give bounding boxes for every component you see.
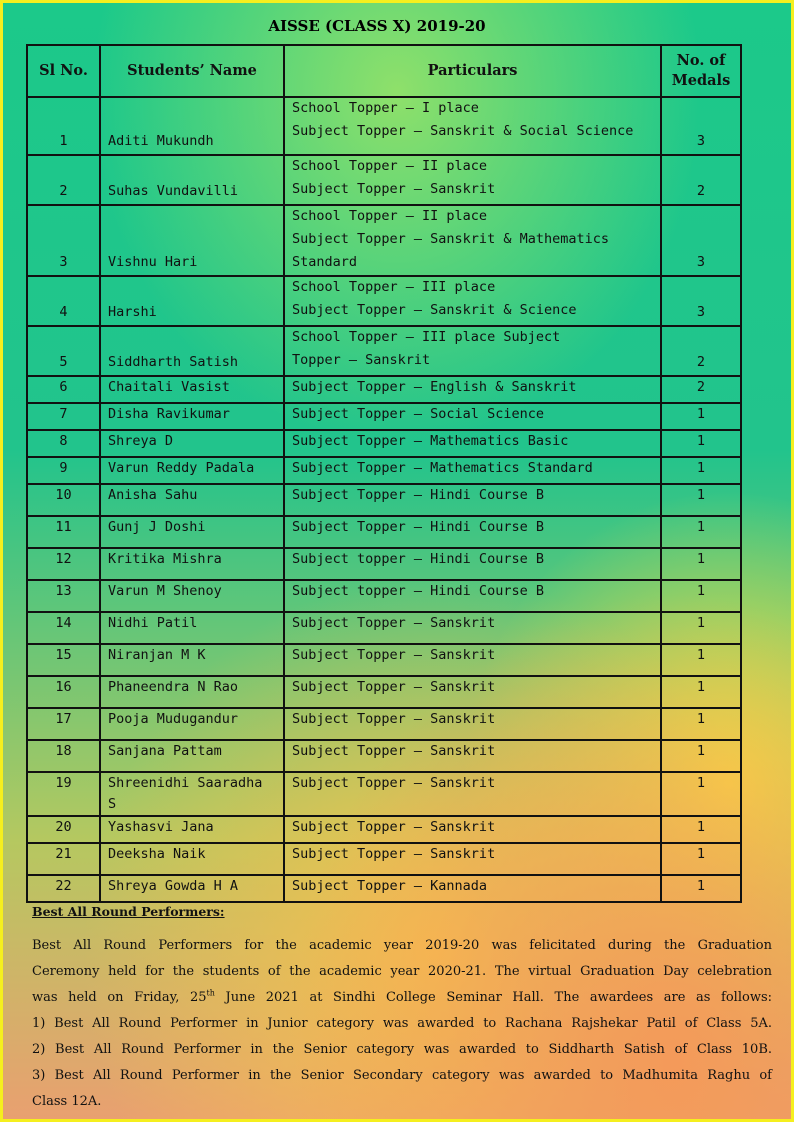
row-medal-count: 1 (661, 676, 741, 708)
particular-line: Subject Topper – Sanskrit (292, 711, 496, 727)
row-medal-count: 1 (661, 580, 741, 612)
row-medal-count: 2 (661, 376, 741, 403)
table-row (27, 708, 741, 740)
row-student-name: Kritika Mishra (100, 548, 284, 580)
row-student-name: Varun M Shenoy (100, 580, 284, 612)
row-sl-no: 7 (27, 403, 100, 430)
row-particulars (284, 205, 661, 276)
awards-line: Best All Round Performers for the academic year 2019-20 was felicitated during the Graduation (32, 938, 772, 953)
row-particulars (284, 484, 661, 516)
row-student-name: Suhas Vundavilli (100, 155, 284, 205)
row-student-name: Shreya Gowda H A (100, 875, 284, 902)
awards-line: 1) Best All Round Performer in Junior category was awarded to Rachana Rajshekar Patil of Class 5A. (32, 1016, 772, 1031)
awards-paragraph (32, 933, 772, 1115)
row-sl-no: 21 (27, 843, 100, 875)
table-row (27, 843, 741, 875)
row-student-name: Nidhi Patil (100, 612, 284, 644)
row-particulars (284, 708, 661, 740)
row-sl-no: 6 (27, 376, 100, 403)
ordinal-suffix: th (206, 988, 215, 998)
particular-line: Subject topper – Hindi Course B (292, 551, 544, 567)
table-row (27, 484, 741, 516)
row-medal-count: 1 (661, 403, 741, 430)
row-medal-count: 1 (661, 875, 741, 902)
table-row (27, 612, 741, 644)
row-particulars (284, 457, 661, 484)
row-medal-count: 1 (661, 816, 741, 843)
row-particulars (284, 644, 661, 676)
row-sl-no: 1 (27, 97, 100, 155)
header-medals-line1: No. of (676, 52, 726, 69)
particular-line: School Topper – I place (292, 100, 479, 116)
table-row (27, 276, 741, 326)
table-row (27, 676, 741, 708)
row-medal-count: 1 (661, 772, 741, 816)
particular-line: School Topper – II place (292, 208, 488, 224)
row-particulars (284, 326, 661, 376)
table-row (27, 772, 741, 816)
row-medal-count: 1 (661, 740, 741, 772)
row-medal-count: 1 (661, 843, 741, 875)
row-particulars (284, 548, 661, 580)
header-student-name: Students’ Name (100, 45, 284, 97)
row-sl-no: 9 (27, 457, 100, 484)
row-sl-no: 15 (27, 644, 100, 676)
awards-line: 2) Best All Round Performer in the Senior category was awarded to Siddharth Satish of Class 10B. (32, 1042, 772, 1057)
awards-line: Class 12A. (32, 1094, 102, 1109)
row-particulars (284, 816, 661, 843)
header-particulars: Particulars (284, 45, 661, 97)
row-medal-count: 2 (661, 326, 741, 376)
header-sl-no: Sl No. (27, 45, 100, 97)
table-row (27, 403, 741, 430)
row-sl-no: 4 (27, 276, 100, 326)
table-row (27, 580, 741, 612)
particular-line: Subject Topper – Sanskrit & Social Science (292, 123, 634, 139)
row-student-name: Gunj J Doshi (100, 516, 284, 548)
row-medal-count: 1 (661, 708, 741, 740)
particular-line: Subject Topper – Sanskrit & Mathematics (292, 231, 609, 247)
awards-line (32, 985, 772, 1011)
row-particulars (284, 612, 661, 644)
row-medal-count: 1 (661, 548, 741, 580)
row-particulars (284, 772, 661, 816)
row-student-name: Vishnu Hari (100, 205, 284, 276)
particular-line: Subject Topper – Sanskrit (292, 819, 496, 835)
row-particulars (284, 430, 661, 457)
table-row (27, 97, 741, 155)
table-row (27, 548, 741, 580)
particular-line: Subject Topper – Sanskrit (292, 846, 496, 862)
particular-line: Subject Topper – Sanskrit (292, 775, 496, 791)
row-medal-count: 3 (661, 97, 741, 155)
particular-line: Subject Topper – Sanskrit & Science (292, 302, 577, 318)
row-student-name: Harshi (100, 276, 284, 326)
row-sl-no: 20 (27, 816, 100, 843)
awards-line-part: was held on Friday, 25 (32, 990, 207, 1005)
row-student-name: Chaitali Vasist (100, 376, 284, 403)
row-sl-no: 13 (27, 580, 100, 612)
row-sl-no: 5 (27, 326, 100, 376)
row-medal-count: 3 (661, 205, 741, 276)
header-medals (661, 45, 741, 97)
particular-line: Subject Topper – Sanskrit (292, 679, 496, 695)
table-row (27, 516, 741, 548)
row-sl-no: 16 (27, 676, 100, 708)
table-row (27, 155, 741, 205)
row-medal-count: 1 (661, 457, 741, 484)
particular-line: School Topper – III place Subject (292, 329, 561, 345)
row-sl-no: 12 (27, 548, 100, 580)
table-row (27, 816, 741, 843)
row-sl-no: 19 (27, 772, 100, 816)
particular-line: Subject Topper – Kannada (292, 878, 488, 894)
row-sl-no: 8 (27, 430, 100, 457)
particular-line: Subject Topper – Hindi Course B (292, 519, 544, 535)
row-student-name: Sanjana Pattam (100, 740, 284, 772)
table-row (27, 644, 741, 676)
row-medal-count: 1 (661, 484, 741, 516)
row-student-name: Phaneendra N Rao (100, 676, 284, 708)
row-medal-count: 1 (661, 516, 741, 548)
particular-line: Topper – Sanskrit (292, 352, 431, 368)
row-medal-count: 3 (661, 276, 741, 326)
row-sl-no: 18 (27, 740, 100, 772)
row-student-name: Pooja Mudugandur (100, 708, 284, 740)
row-particulars (284, 155, 661, 205)
table-row (27, 875, 741, 902)
row-student-name: Siddharth Satish (100, 326, 284, 376)
row-student-name: Anisha Sahu (100, 484, 284, 516)
table-row (27, 457, 741, 484)
particular-line: Subject Topper – Social Science (292, 406, 544, 422)
particular-line: Subject Topper – Mathematics Standard (292, 460, 593, 476)
table-row (27, 205, 741, 276)
row-student-name: Varun Reddy Padala (100, 457, 284, 484)
particular-line: Subject Topper – Sanskrit (292, 615, 496, 631)
row-sl-no: 17 (27, 708, 100, 740)
row-student-name: Shreenidhi Saaradha S (100, 772, 284, 816)
awards-heading: Best All Round Performers: (32, 904, 225, 919)
particular-line: Subject Topper – Sanskrit (292, 647, 496, 663)
document-page (3, 3, 791, 1119)
row-particulars (284, 376, 661, 403)
particular-line: Subject Topper – Sanskrit (292, 181, 496, 197)
row-sl-no: 22 (27, 875, 100, 902)
row-medal-count: 2 (661, 155, 741, 205)
row-student-name: Shreya D (100, 430, 284, 457)
row-student-name: Yashasvi Jana (100, 816, 284, 843)
awards-line-part: June 2021 at Sindhi College Seminar Hall. The awardees are as follows: (214, 990, 772, 1005)
header-medals-line2: Medals (671, 72, 731, 89)
page-title: AISSE (CLASS X) 2019-20 (268, 17, 486, 35)
row-sl-no: 2 (27, 155, 100, 205)
row-student-name: Niranjan M K (100, 644, 284, 676)
row-sl-no: 14 (27, 612, 100, 644)
row-particulars (284, 843, 661, 875)
particular-line: Subject Topper – Mathematics Basic (292, 433, 569, 449)
row-particulars (284, 403, 661, 430)
particular-line: Subject topper – Hindi Course B (292, 583, 544, 599)
row-particulars (284, 97, 661, 155)
particular-line: School Topper – II place (292, 158, 488, 174)
row-particulars (284, 875, 661, 902)
particular-line: Subject Topper – Sanskrit (292, 743, 496, 759)
row-student-name: Deeksha Naik (100, 843, 284, 875)
row-sl-no: 10 (27, 484, 100, 516)
awards-line: Ceremony held for the students of the academic year 2020-21. The virtual Graduation Day celebration (32, 964, 772, 979)
particular-line: Subject Topper – Hindi Course B (292, 487, 544, 503)
table-header-row (27, 45, 741, 97)
table-row (27, 430, 741, 457)
table-row (27, 326, 741, 376)
table-row (27, 740, 741, 772)
row-sl-no: 11 (27, 516, 100, 548)
row-sl-no: 3 (27, 205, 100, 276)
table-row (27, 376, 741, 403)
row-particulars (284, 276, 661, 326)
row-particulars (284, 740, 661, 772)
row-particulars (284, 580, 661, 612)
row-medal-count: 1 (661, 644, 741, 676)
particular-line: Subject Topper – English & Sanskrit (292, 379, 577, 395)
particular-line: School Topper – III place (292, 279, 496, 295)
row-student-name: Disha Ravikumar (100, 403, 284, 430)
row-particulars (284, 516, 661, 548)
row-medal-count: 1 (661, 612, 741, 644)
particular-line: Standard (292, 254, 358, 270)
row-particulars (284, 676, 661, 708)
medal-table (26, 44, 742, 903)
awards-line: 3) Best All Round Performer in the Senior Secondary category was awarded to Madhumita Raghu of (32, 1068, 772, 1083)
row-medal-count: 1 (661, 430, 741, 457)
row-student-name: Aditi Mukundh (100, 97, 284, 155)
